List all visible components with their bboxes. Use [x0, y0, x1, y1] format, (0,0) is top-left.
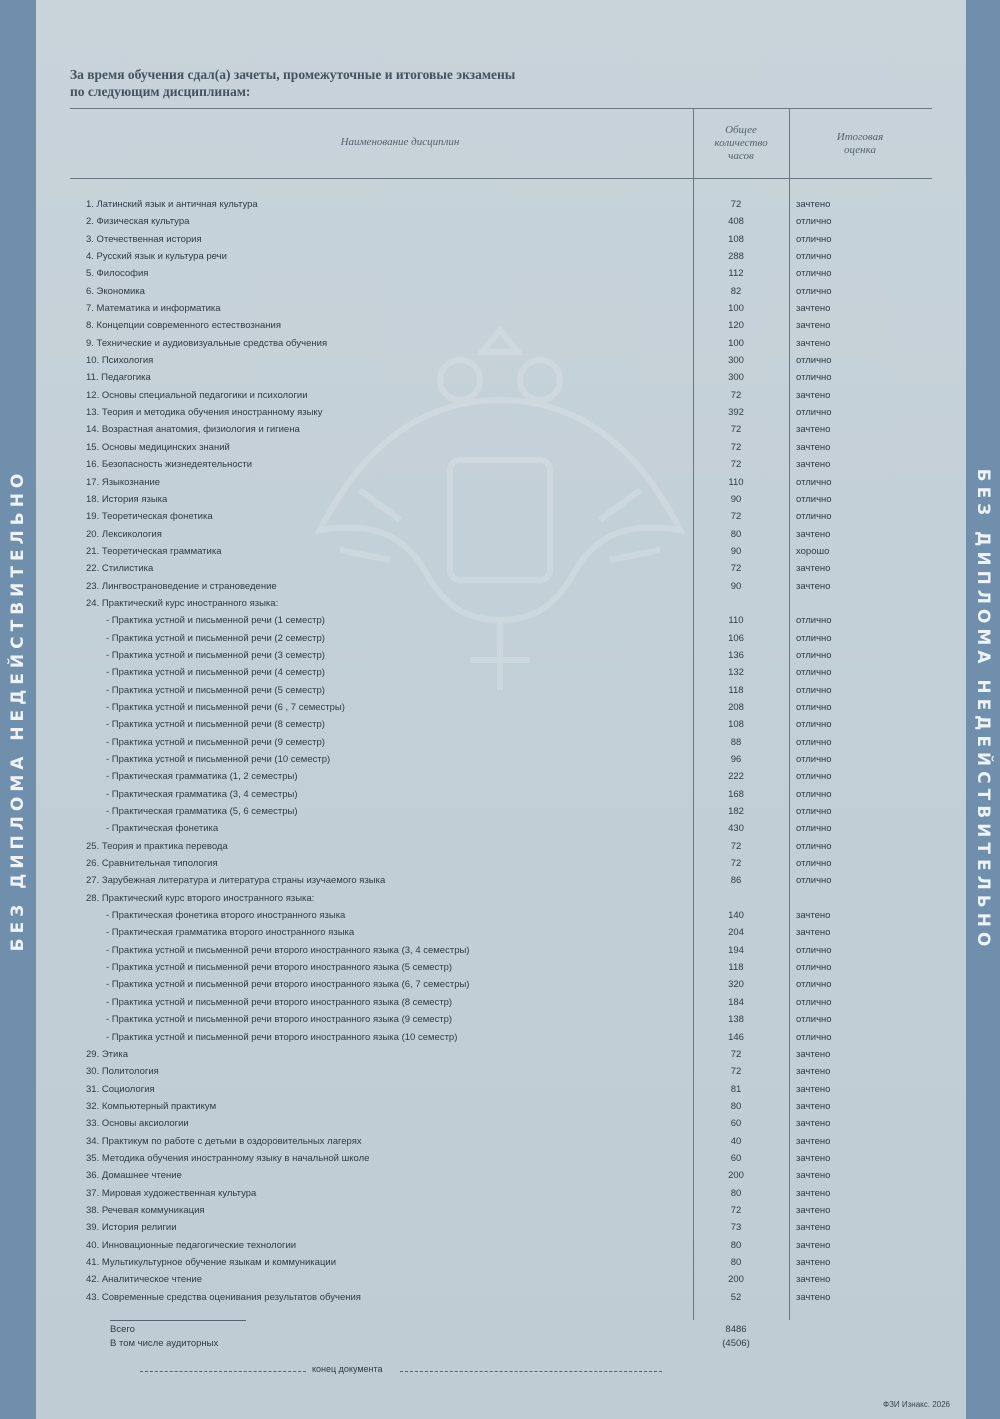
discipline-name: - Практическая грамматика второго иностранного языка	[106, 927, 355, 939]
discipline-name: - Практическая грамматика (1, 2 семестры)	[106, 771, 298, 783]
discipline-hours: 200	[728, 1274, 744, 1286]
discipline-name: 16. Безопасность жизнедеятельности	[86, 459, 253, 471]
table-top-rule	[70, 108, 932, 109]
discipline-hours: 72	[730, 511, 742, 523]
discipline-hours: 80	[730, 1100, 742, 1112]
discipline-name: - Практическая грамматика (3, 4 семестры)	[106, 788, 298, 800]
discipline-row	[86, 1289, 886, 1306]
discipline-name: 13. Теория и методика обучения иностранному языку	[86, 407, 323, 419]
discipline-name: 20. Лексикология	[86, 528, 162, 540]
discipline-name: 10. Психология	[86, 355, 154, 367]
discipline-name: - Практика устной и письменной речи (2 семестр)	[106, 632, 325, 644]
discipline-hours: 72	[730, 441, 742, 453]
discipline-name: 39. История религии	[86, 1222, 177, 1234]
discipline-name: 5. Философия	[86, 268, 149, 280]
discipline-subrow	[86, 699, 886, 716]
discipline-hours: 82	[730, 285, 742, 297]
discipline-hours: 72	[730, 563, 742, 575]
discipline-subrow	[86, 734, 886, 751]
discipline-grade: зачтено	[796, 424, 831, 436]
discipline-hours: 112	[728, 268, 744, 280]
discipline-hours: 288	[728, 251, 744, 263]
discipline-subrow	[86, 647, 886, 664]
discipline-subrow	[86, 976, 886, 993]
discipline-name: 42. Аналитическое чтение	[86, 1274, 202, 1286]
discipline-hours: 110	[728, 476, 744, 488]
discipline-row	[86, 317, 886, 334]
discipline-hours: 430	[728, 823, 744, 835]
discipline-hours: 90	[730, 545, 742, 557]
discipline-hours: 80	[730, 1187, 742, 1199]
discipline-row	[86, 300, 886, 317]
discipline-name: - Практика устной и письменной речи (8 семестр)	[106, 719, 325, 731]
discipline-name: 21. Теоретическая грамматика	[86, 545, 222, 557]
discipline-name: 23. Лингвострановедение и страноведение	[86, 580, 277, 592]
discipline-hours: 81	[730, 1083, 742, 1095]
discipline-row	[86, 335, 886, 352]
discipline-grade: зачтено	[796, 1170, 831, 1182]
discipline-row	[86, 578, 886, 595]
discipline-hours: 320	[728, 979, 744, 991]
discipline-grade: зачтено	[796, 1239, 831, 1251]
hours-header-line-1: Общее	[725, 124, 757, 136]
discipline-subrow	[86, 630, 886, 647]
auditory-hours: (4506)	[722, 1338, 750, 1349]
discipline-grade: зачтено	[796, 927, 831, 939]
discipline-grade: зачтено	[796, 910, 831, 922]
discipline-row	[86, 1237, 886, 1254]
discipline-subrow	[86, 803, 886, 820]
discipline-name: 28. Практический курс второго иностранного языка:	[86, 892, 315, 904]
disciplines-list	[86, 196, 886, 1306]
discipline-hours: 392	[728, 407, 744, 419]
heading-line-2: по следующим дисциплинам:	[70, 84, 251, 99]
discipline-row	[86, 526, 886, 543]
discipline-grade: зачтено	[796, 1222, 831, 1234]
discipline-row	[86, 1219, 886, 1236]
discipline-hours: 408	[728, 216, 744, 228]
discipline-name: 40. Инновационные педагогические технологии	[86, 1239, 297, 1251]
discipline-hours: 90	[730, 493, 742, 505]
grade-header-line-2: оценка	[844, 144, 876, 156]
discipline-grade: зачтено	[796, 320, 831, 332]
discipline-hours: 120	[728, 320, 744, 332]
discipline-grade: отлично	[796, 649, 832, 661]
discipline-row	[86, 1046, 886, 1063]
discipline-name: 38. Речевая коммуникация	[86, 1204, 205, 1216]
discipline-name: 30. Политология	[86, 1066, 159, 1078]
discipline-grade: отлично	[796, 736, 832, 748]
discipline-row	[86, 265, 886, 282]
discipline-hours: 300	[728, 355, 744, 367]
form-code: ФЗИ Изнакс. 2026	[883, 1400, 951, 1409]
column-header-hours	[697, 124, 785, 163]
discipline-name: - Практика устной и письменной речи (10 семестр)	[106, 754, 331, 765]
discipline-row	[86, 1063, 886, 1080]
left-security-strip	[0, 0, 36, 1419]
discipline-name: 14. Возрастная анатомия, физиология и гигиена	[86, 424, 300, 436]
discipline-name: 8. Концепции современного естествознания	[86, 320, 281, 332]
discipline-grade: зачтено	[796, 1291, 831, 1303]
discipline-grade: отлично	[796, 476, 832, 488]
discipline-hours: 108	[728, 233, 744, 245]
discipline-row	[86, 1202, 886, 1219]
discipline-hours: 300	[728, 372, 744, 384]
discipline-hours: 138	[728, 1014, 744, 1026]
discipline-grade: отлично	[796, 840, 832, 852]
discipline-grade: отлично	[796, 684, 832, 696]
discipline-hours: 146	[728, 1031, 744, 1043]
discipline-name: 33. Основы аксиологии	[86, 1118, 189, 1130]
discipline-row	[86, 196, 886, 213]
discipline-grade: зачтено	[796, 1274, 831, 1286]
discipline-name: - Практика устной и письменной речи второго иностранного языка (8 семестр)	[106, 996, 453, 1008]
discipline-row	[86, 1167, 886, 1184]
discipline-grade: отлично	[796, 701, 832, 713]
discipline-row	[86, 387, 886, 404]
totals-rule	[110, 1320, 246, 1321]
discipline-row	[86, 421, 886, 438]
discipline-grade: зачтено	[796, 389, 831, 401]
column-header-grade	[800, 131, 920, 157]
discipline-name: 41. Мультикультурное обучение языкам и коммуникации	[86, 1256, 336, 1268]
discipline-subrow	[86, 907, 886, 924]
discipline-hours: 100	[728, 337, 744, 349]
discipline-name: 4. Русский язык и культура речи	[86, 251, 227, 263]
hours-header-line-2: количество	[714, 137, 768, 149]
discipline-name: 43. Современные средства оценивания результатов обучения	[86, 1291, 361, 1303]
end-of-document-label: конец документа	[312, 1364, 383, 1374]
discipline-row	[86, 872, 886, 889]
discipline-row	[86, 369, 886, 386]
heading-line-1: За время обучения сдал(а) зачеты, промежуточные и итоговые экзамены	[70, 67, 516, 82]
discipline-hours: 88	[730, 736, 742, 748]
discipline-hours: 168	[728, 788, 744, 800]
discipline-subrow	[86, 768, 886, 785]
discipline-subrow	[86, 751, 886, 768]
discipline-hours: 132	[728, 667, 744, 679]
discipline-grade: отлично	[796, 771, 832, 783]
discipline-subrow	[86, 820, 886, 837]
discipline-name: - Практика устной и письменной речи второго иностранного языка (9 семестр)	[106, 1014, 453, 1026]
discipline-hours: 60	[730, 1152, 742, 1164]
discipline-grade: отлично	[796, 719, 832, 731]
discipline-name: - Практическая фонетика	[106, 823, 219, 835]
discipline-hours: 72	[730, 840, 742, 852]
discipline-row	[86, 543, 886, 560]
discipline-name: 26. Сравнительная типология	[86, 858, 218, 870]
discipline-hours: 184	[728, 996, 744, 1008]
discipline-row	[86, 595, 886, 612]
discipline-row	[86, 213, 886, 230]
discipline-row	[86, 1150, 886, 1167]
discipline-subrow	[86, 1029, 886, 1046]
discipline-hours: 90	[730, 580, 742, 592]
discipline-name: - Практика устной и письменной речи (5 семестр)	[106, 684, 325, 696]
discipline-hours: 80	[730, 1256, 742, 1268]
discipline-name: - Практика устной и письменной речи (4 семестр)	[106, 667, 325, 679]
discipline-row	[86, 1133, 886, 1150]
discipline-row	[86, 560, 886, 577]
discipline-grade: отлично	[796, 268, 832, 280]
discipline-hours: 40	[730, 1135, 742, 1147]
discipline-grade: отлично	[796, 216, 832, 228]
discipline-hours: 72	[730, 1066, 742, 1078]
discipline-hours: 182	[728, 806, 744, 818]
discipline-name: 7. Математика и информатика	[86, 303, 221, 315]
discipline-grade: зачтено	[796, 1100, 831, 1112]
discipline-hours: 96	[730, 754, 742, 765]
total-hours: 8486	[725, 1324, 747, 1335]
discipline-grade: отлично	[796, 788, 832, 800]
discipline-grade: зачтено	[796, 1187, 831, 1199]
total-label: Всего	[110, 1324, 135, 1335]
discipline-grade: зачтено	[796, 563, 831, 575]
discipline-row	[86, 283, 886, 300]
discipline-grade: отлично	[796, 806, 832, 818]
discipline-row	[86, 439, 886, 456]
discipline-name: 12. Основы специальной педагогики и психологии	[86, 389, 308, 401]
discipline-hours: 72	[730, 389, 742, 401]
discipline-hours: 80	[730, 528, 742, 540]
discipline-hours: 73	[730, 1222, 742, 1234]
discipline-subrow	[86, 786, 886, 803]
discipline-grade: отлично	[796, 285, 832, 297]
discipline-name: 24. Практический курс иностранного языка:	[86, 597, 279, 609]
discipline-name: 15. Основы медицинских знаний	[86, 441, 230, 453]
discipline-row	[86, 352, 886, 369]
discipline-name: - Практика устной и письменной речи (9 семестр)	[106, 736, 325, 748]
discipline-subrow	[86, 1011, 886, 1028]
discipline-hours: 222	[728, 771, 744, 783]
right-strip-text: БЕЗ ДИПЛОМА НЕДЕЙСТВИТЕЛЬНО	[973, 468, 993, 951]
discipline-grade: отлично	[796, 875, 832, 887]
discipline-row	[86, 1185, 886, 1202]
discipline-grade: зачтено	[796, 199, 831, 210]
discipline-hours: 86	[730, 875, 742, 887]
discipline-name: 34. Практикум по работе с детьми в оздоровительных лагерях	[86, 1135, 362, 1147]
discipline-grade: отлично	[796, 944, 832, 956]
discipline-name: 1. Латинский язык и античная культура	[86, 199, 258, 210]
discipline-hours: 72	[730, 199, 742, 210]
discipline-grade: отлично	[796, 667, 832, 679]
discipline-grade: отлично	[796, 632, 832, 644]
discipline-subrow	[86, 994, 886, 1011]
discipline-hours: 72	[730, 1048, 742, 1060]
discipline-name: 29. Этика	[86, 1048, 128, 1060]
discipline-grade: отлично	[796, 858, 832, 870]
discipline-name: 6. Экономика	[86, 285, 145, 297]
right-security-strip	[966, 0, 1000, 1419]
discipline-hours: 72	[730, 858, 742, 870]
discipline-grade: зачтено	[796, 1066, 831, 1078]
discipline-grade: отлично	[796, 493, 832, 505]
discipline-name: 11. Педагогика	[86, 372, 151, 384]
auditory-label: В том числе аудиторных	[110, 1338, 219, 1349]
discipline-hours: 72	[730, 424, 742, 436]
discipline-hours: 136	[728, 649, 744, 661]
discipline-name: 17. Языкознание	[86, 476, 161, 488]
discipline-grade: зачтено	[796, 1135, 831, 1147]
discipline-grade: зачтено	[796, 1083, 831, 1095]
discipline-hours: 110	[728, 615, 744, 627]
discipline-grade: зачтено	[796, 528, 831, 540]
discipline-name: 18. История языка	[86, 493, 168, 505]
left-strip-text: БЕЗ ДИПЛОМА НЕДЕЙСТВИТЕЛЬНО	[8, 468, 28, 951]
discipline-name: - Практика устной и письменной речи второго иностранного языка (3, 4 семестры)	[106, 944, 470, 956]
discipline-grade: отлично	[796, 962, 832, 974]
grade-header-line-1: Итоговая	[836, 131, 884, 143]
discipline-hours: 80	[730, 1239, 742, 1251]
discipline-hours: 200	[728, 1170, 744, 1182]
table-header-rule	[70, 178, 932, 179]
discipline-hours: 106	[728, 632, 744, 644]
discipline-grade: зачтено	[796, 1204, 831, 1216]
discipline-hours: 194	[728, 944, 744, 956]
discipline-hours: 118	[728, 684, 744, 696]
discipline-row	[86, 1115, 886, 1132]
discipline-hours: 60	[730, 1118, 742, 1130]
discipline-grade: отлично	[796, 372, 832, 384]
discipline-name: 35. Методика обучения иностранному языку в начальной школе	[86, 1152, 370, 1164]
discipline-subrow	[86, 682, 886, 699]
discipline-subrow	[86, 612, 886, 629]
discipline-name: 2. Физическая культура	[86, 216, 190, 228]
discipline-row	[86, 508, 886, 525]
discipline-grade: зачтено	[796, 303, 831, 315]
discipline-subrow	[86, 664, 886, 681]
discipline-name: 37. Мировая художественная культура	[86, 1187, 257, 1199]
discipline-name: - Практическая грамматика (5, 6 семестры)	[106, 806, 298, 818]
discipline-name: 32. Компьютерный практикум	[86, 1100, 217, 1112]
discipline-hours: 108	[728, 719, 744, 731]
discipline-row	[86, 1254, 886, 1271]
end-dashes-right	[400, 1371, 662, 1372]
discipline-row	[86, 1081, 886, 1098]
discipline-name: 27. Зарубежная литература и литература страны изучаемого языка	[86, 875, 386, 887]
discipline-name: - Практика устной и письменной речи (1 семестр)	[106, 615, 325, 627]
discipline-name: 31. Социология	[86, 1083, 155, 1095]
discipline-grade: зачтено	[796, 441, 831, 453]
discipline-grade: отлично	[796, 823, 832, 835]
discipline-hours: 100	[728, 303, 744, 315]
discipline-name: - Практика устной и письменной речи второго иностранного языка (6, 7 семестры)	[106, 979, 470, 991]
discipline-grade: зачтено	[796, 1048, 831, 1060]
discipline-grade: отлично	[796, 1031, 832, 1043]
discipline-row	[86, 890, 886, 907]
discipline-name: 9. Технические и аудиовизуальные средства обучения	[86, 337, 328, 349]
discipline-row	[86, 491, 886, 508]
discipline-grade: отлично	[796, 233, 832, 245]
discipline-row	[86, 855, 886, 872]
discipline-name: 3. Отечественная история	[86, 233, 202, 245]
discipline-subrow	[86, 959, 886, 976]
discipline-grade: зачтено	[796, 580, 831, 592]
discipline-grade: зачтено	[796, 1118, 831, 1130]
discipline-subrow	[86, 716, 886, 733]
end-dashes-left	[140, 1371, 306, 1372]
discipline-grade: отлично	[796, 979, 832, 991]
discipline-name: 25. Теория и практика перевода	[86, 840, 228, 852]
discipline-row	[86, 1098, 886, 1115]
discipline-grade: отлично	[796, 615, 832, 627]
discipline-hours: 72	[730, 1204, 742, 1216]
discipline-row	[86, 231, 886, 248]
discipline-name: 22. Стилистика	[86, 563, 154, 575]
discipline-name: 19. Теоретическая фонетика	[86, 511, 213, 523]
discipline-hours: 72	[730, 459, 742, 471]
discipline-grade: отлично	[796, 251, 832, 263]
discipline-row	[86, 404, 886, 421]
discipline-hours: 208	[728, 701, 744, 713]
discipline-subrow	[86, 942, 886, 959]
discipline-grade: зачтено	[796, 459, 831, 471]
discipline-row	[86, 1271, 886, 1288]
discipline-hours: 118	[728, 962, 744, 974]
discipline-name: - Практика устной и письменной речи (3 семестр)	[106, 649, 325, 661]
discipline-row	[86, 474, 886, 491]
document-heading	[70, 66, 770, 100]
discipline-hours: 140	[728, 910, 744, 922]
discipline-row	[86, 248, 886, 265]
discipline-grade: зачтено	[796, 1256, 831, 1268]
discipline-grade: отлично	[796, 1014, 832, 1026]
discipline-hours: 204	[728, 927, 744, 939]
column-header-name: Наименование дисциплин	[340, 136, 460, 148]
discipline-grade: отлично	[796, 511, 832, 523]
discipline-hours: 52	[730, 1291, 742, 1303]
hours-header-line-3: часов	[728, 150, 754, 162]
discipline-grade: отлично	[796, 407, 832, 419]
discipline-name: - Практика устной и письменной речи второго иностранного языка (5 семестр)	[106, 962, 453, 974]
discipline-grade: зачтено	[796, 337, 831, 349]
discipline-grade: зачтено	[796, 1152, 831, 1164]
discipline-name: - Практическая фонетика второго иностранного языка	[106, 910, 346, 922]
discipline-name: - Практика устной и письменной речи второго иностранного языка (10 семестр)	[106, 1031, 458, 1043]
discipline-grade: отлично	[796, 996, 832, 1008]
discipline-row	[86, 838, 886, 855]
discipline-grade: отлично	[796, 355, 832, 367]
discipline-row	[86, 456, 886, 473]
discipline-subrow	[86, 924, 886, 941]
discipline-grade: хорошо	[796, 545, 830, 557]
discipline-name: 36. Домашнее чтение	[86, 1170, 182, 1182]
discipline-name: - Практика устной и письменной речи (6 , 7 семестры)	[106, 701, 345, 713]
discipline-grade: отлично	[796, 754, 832, 765]
